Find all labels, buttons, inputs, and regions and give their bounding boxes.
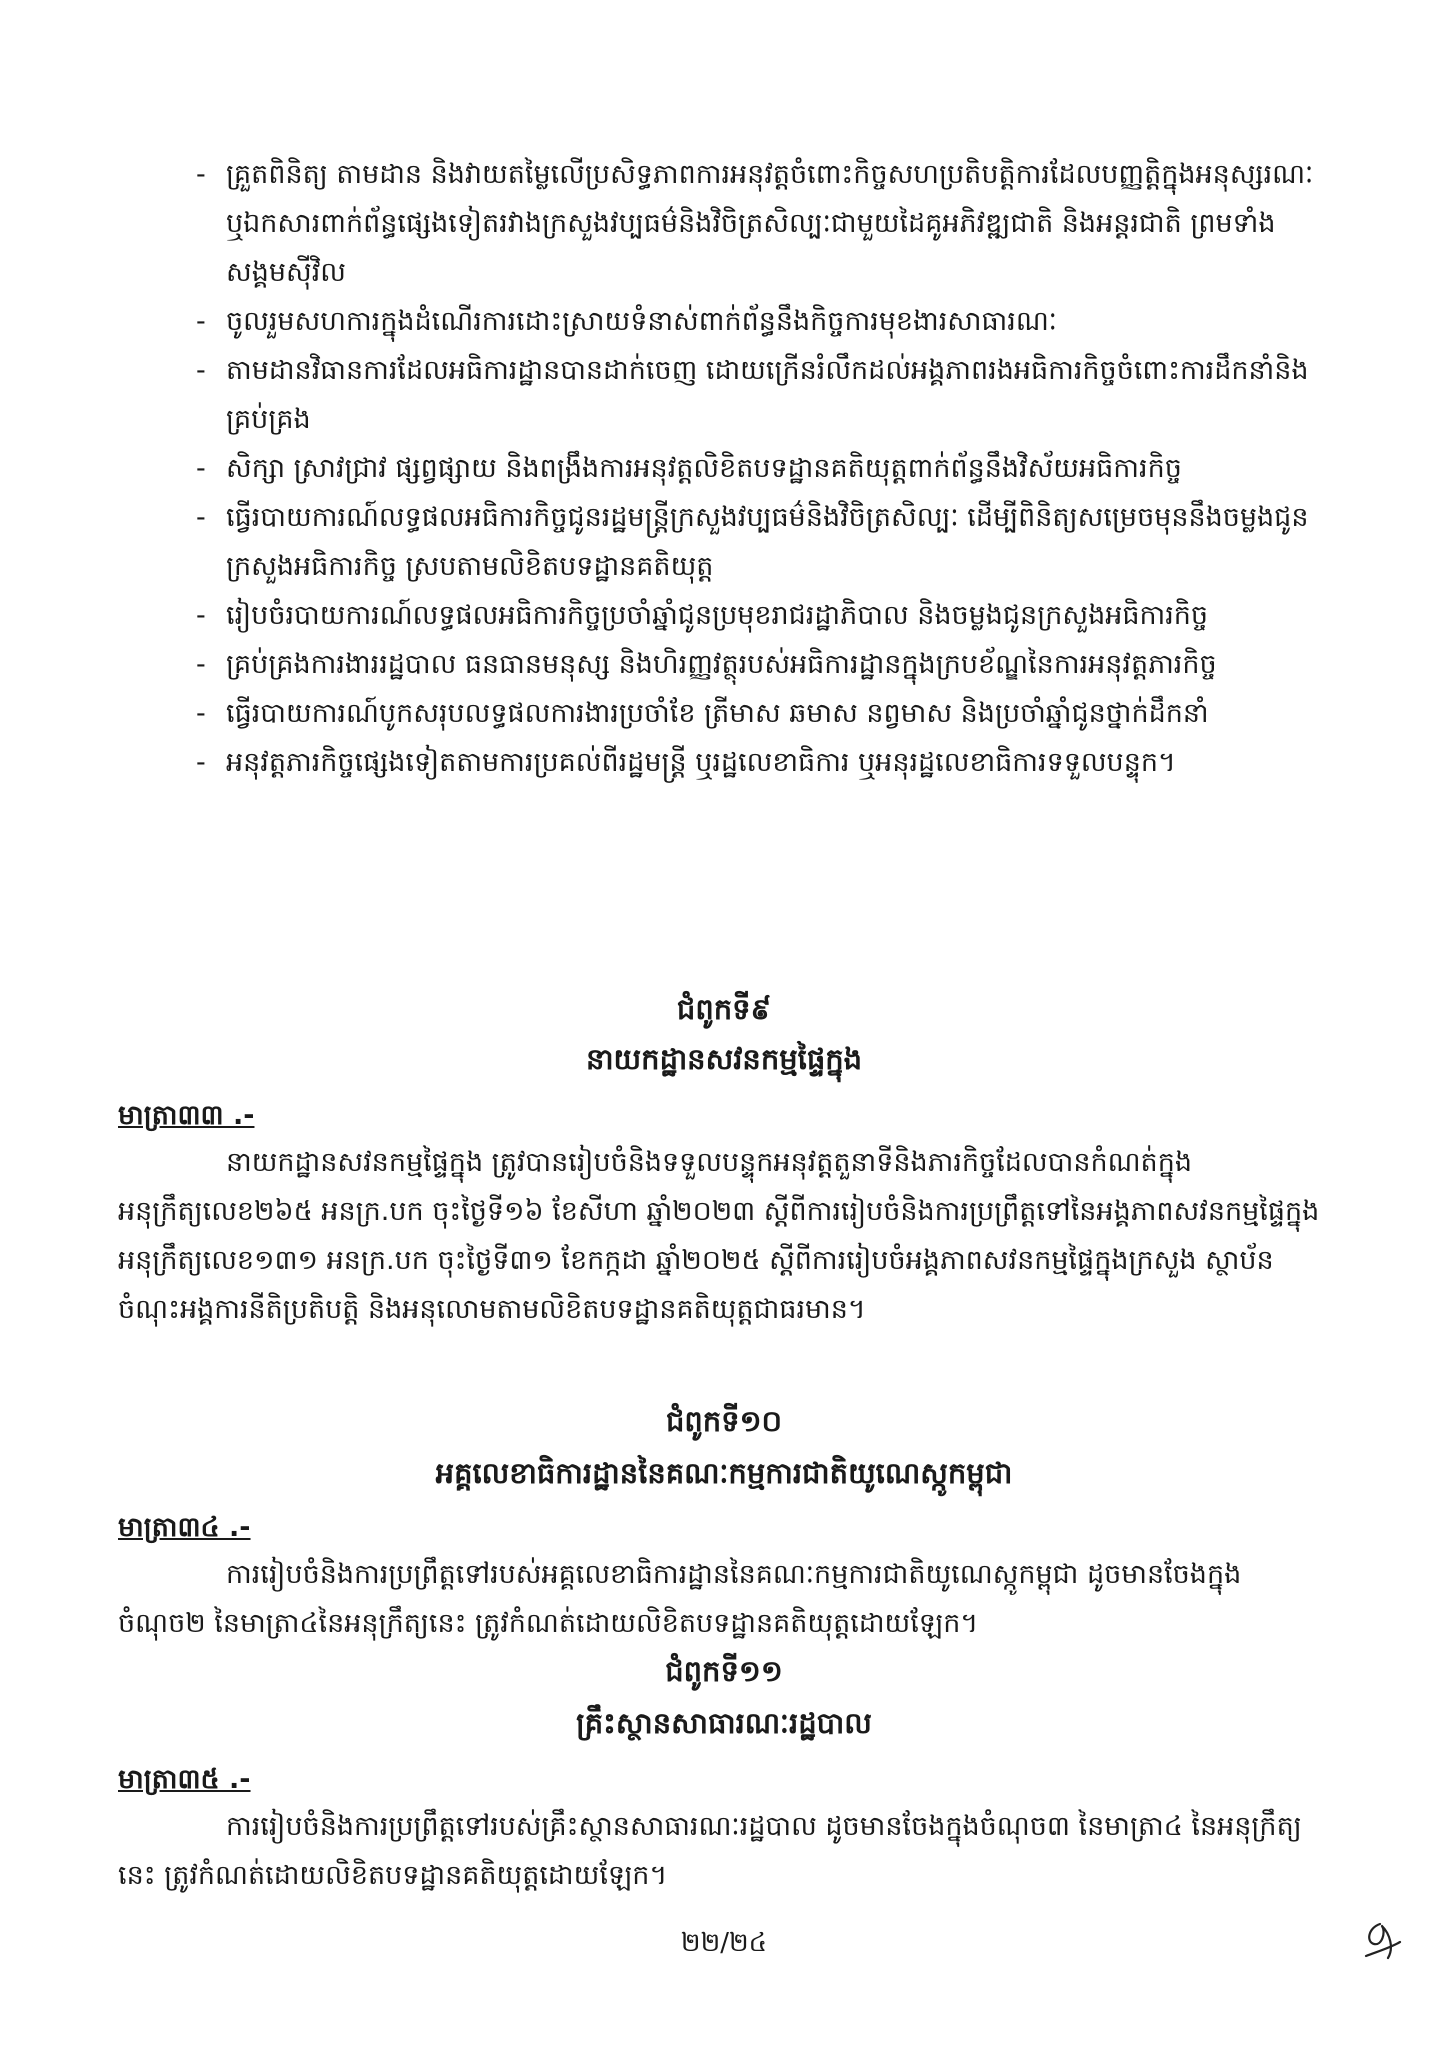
- chapter-11-title: គ្រឹះស្ថានសាធារណៈរដ្ឋបាល: [576, 1706, 872, 1740]
- duty-list: [196, 150, 1326, 787]
- list-item: - ធ្វើរបាយការណ៍បូកសរុបលទ្ធផលការងារប្រចាំខែ ត្រីមាស ឆមាស នព្វមាស និងប្រចាំឆ្នាំជូនថ្នាក់ដឹកនាំ: [196, 689, 1326, 738]
- list-item: - អនុវត្តភារកិច្ចផ្សេងទៀតតាមការប្រគល់ពីរដ្ឋមន្ត្រី ឬរដ្ឋលេខាធិការ ឬអនុរដ្ឋលេខាធិការទទួលបន្ទុក។: [196, 738, 1326, 787]
- list-item: - គ្រួតពិនិត្យ តាមដាន និងវាយតម្លៃលើប្រសិទ្ធភាពការអនុវត្តចំពោះកិច្ចសហប្រតិបត្តិការដែលបញ្ញត្តិក្នុងអនុស្សរណៈ ឬឯកសារពាក់ព័ន្ធផ្សេងទៀតរវាងក្រសួងវប្បធម៌និងវិចិត្រសិល្បៈជាមួយដៃគូអភិវឌ្ឍជាតិ និងអន្តរជាតិ ព្រមទាំងសង្គមស៊ីវិល: [196, 150, 1326, 297]
- initials-signature-icon: [1360, 1918, 1402, 1964]
- article-34-heading: មាត្រា៣៤ .-: [118, 1512, 251, 1543]
- chapter-10-heading: ជំពូកទី១០: [665, 1404, 783, 1438]
- page-number: ២២/២៤: [680, 1928, 768, 1958]
- chapter-10-title: អគ្គលេខាធិការដ្ឋាននៃគណៈកម្មការជាតិយូណេស្កូកម្ពុជា: [435, 1456, 1013, 1490]
- chapter-11-heading: ជំពូកទី១១: [665, 1654, 783, 1688]
- article-34-text: ការរៀបចំនិងការប្រព្រឹត្តទៅរបស់អគ្គលេខាធិការដ្ឋាននៃគណៈកម្មការជាតិយូណេស្កូកម្ពុជា ដូចមានចែងក្នុងចំណុច២ នៃមាត្រា៤នៃអនុក្រឹត្យនេះ ត្រូវកំណត់ដោយលិខិតបទដ្ឋានគតិយុត្តដោយឡែក។: [118, 1559, 1242, 1639]
- article-35-heading: មាត្រា៣៥ .-: [118, 1764, 251, 1795]
- list-item: - ធ្វើរបាយការណ៍លទ្ធផលអធិការកិច្ចជូនរដ្ឋមន្ត្រីក្រសួងវប្បធម៌និងវិចិត្រសិល្បៈ ដើម្បីពិនិត្យសម្រេចមុននឹងចម្លងជូនក្រសួងអធិការកិច្ច ស្របតាមលិខិតបទដ្ឋានគតិយុត្ត: [196, 493, 1326, 591]
- chapter-9-title: នាយកដ្ឋានសវនកម្មផ្ទៃក្នុង: [585, 1042, 863, 1076]
- list-item: - តាមដានវិធានការដែលអធិការដ្ឋានបានដាក់ចេញ ដោយក្រើនរំលឹកដល់អង្គភាពរងអធិការកិច្ចចំពោះការដឹកនាំនិងគ្រប់គ្រង: [196, 346, 1326, 444]
- list-item: - សិក្សា ស្រាវជ្រាវ ផ្សព្វផ្សាយ និងពង្រឹងការអនុវត្តលិខិតបទដ្ឋានគតិយុត្តពាក់ព័ន្ធនឹងវិស័យអធិការកិច្ច: [196, 444, 1326, 493]
- article-35-text: ការរៀបចំនិងការប្រព្រឹត្តទៅរបស់គ្រឹះស្ថានសាធារណៈរដ្ឋបាល ដូចមានចែងក្នុងចំណុច៣ នៃមាត្រា៤ នៃអនុក្រឹត្យនេះ ត្រូវកំណត់ដោយលិខិតបទដ្ឋានគតិយុត្តដោយឡែក។: [118, 1811, 1302, 1891]
- list-item: - គ្រប់គ្រងការងាររដ្ឋបាល ធនធានមនុស្ស និងហិរញ្ញវត្ថុរបស់អធិការដ្ឋានក្នុងក្របខ័ណ្ឌនៃការអនុវត្តភារកិច្ច: [196, 640, 1326, 689]
- article-33-heading: មាត្រា៣៣ .-: [118, 1100, 255, 1131]
- list-item: - ចូលរួមសហការក្នុងដំណើរការដោះស្រាយទំនាស់ពាក់ព័ន្ធនឹងកិច្ចការមុខងារសាធារណៈ: [196, 297, 1326, 346]
- list-item: - រៀបចំរបាយការណ៍លទ្ធផលអធិការកិច្ចប្រចាំឆ្នាំជូនប្រមុខរាជរដ្ឋាភិបាល និងចម្លងជូនក្រសួងអធិការកិច្ច: [196, 591, 1326, 640]
- chapter-9-heading: ជំពូកទី៩: [676, 992, 772, 1026]
- article-33-text: នាយកដ្ឋានសវនកម្មផ្ទៃក្នុង ត្រូវបានរៀបចំនិងទទួលបន្ទុកអនុវត្តតួនាទីនិងភារកិច្ចដែលបានកំណត់ក្នុងអនុក្រឹត្យលេខ២៦៥ អនក្រ.បក ចុះថ្ងៃទី១៦ ខែសីហា ឆ្នាំ២០២៣ ស្តីពីការរៀបចំនិងការប្រព្រឹត្តទៅនៃអង្គភាពសវនកម្មផ្ទៃក្នុង អនុក្រឹត្យលេខ១៣១ អនក្រ.បក ចុះថ្ងៃទី៣១ ខែកក្កដា ឆ្នាំ២០២៥ ស្តីពីការរៀបចំអង្គភាពសវនកម្មផ្ទៃក្នុងក្រសួង ស្ថាប័ន ចំណុះអង្គការនីតិប្រតិបត្តិ និងអនុលោមតាមលិខិតបទដ្ឋានគតិយុត្តជាធរមាន។: [118, 1147, 1320, 1325]
